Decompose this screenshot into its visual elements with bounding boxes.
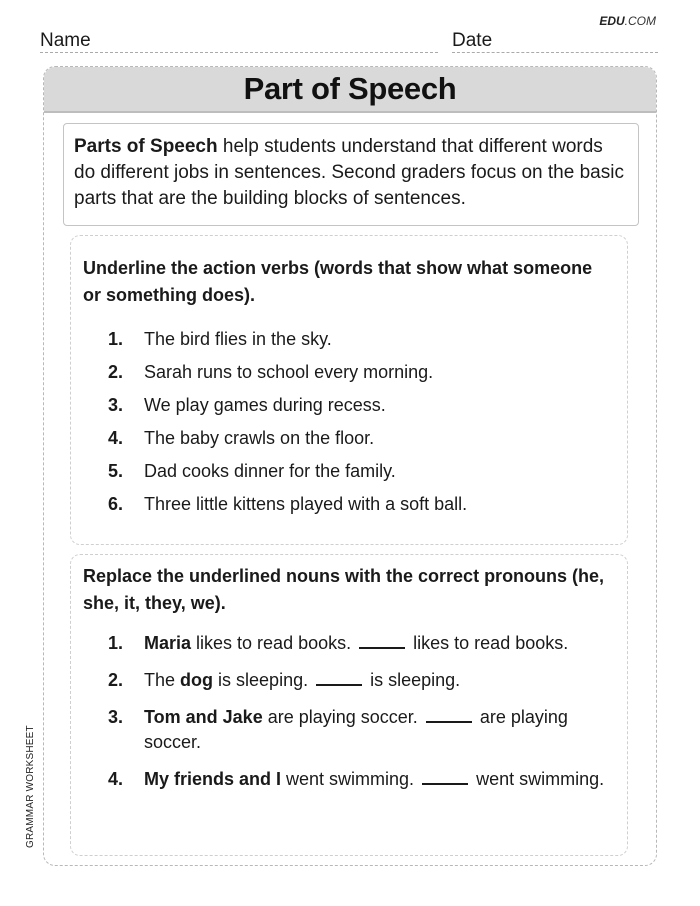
item-number: 2. xyxy=(108,362,124,382)
section-pronouns xyxy=(70,554,628,856)
name-field[interactable] xyxy=(40,30,438,53)
date-label: Date xyxy=(452,30,493,51)
item-post: is sleeping. xyxy=(370,670,461,690)
brand-logo-bold: EDU xyxy=(599,14,625,28)
item-text xyxy=(144,631,568,656)
item-number: 5. xyxy=(108,461,124,481)
item-post: are playing soccer. xyxy=(144,707,568,752)
item-text xyxy=(144,705,615,755)
item-noun: Maria xyxy=(144,633,192,653)
title-bar xyxy=(44,67,656,113)
answer-blank[interactable] xyxy=(359,633,405,649)
brand-logo-suffix: .COM xyxy=(624,14,656,28)
item-pre: The xyxy=(144,670,181,690)
item-mid: is sleeping. xyxy=(213,670,309,690)
item-number: 4. xyxy=(108,769,124,789)
section1-instruction: Underline the action verbs (words that show what someone or something does). xyxy=(83,258,593,305)
section2-instruction: Replace the underlined nouns with the correct pronouns (he, she, it, they, we). xyxy=(83,566,605,613)
intro-bold: Parts of Speech xyxy=(74,136,218,157)
item-number: 3. xyxy=(108,707,124,727)
date-field[interactable] xyxy=(452,30,658,53)
list-item xyxy=(108,389,615,422)
item-text: Dad cooks dinner for the family. xyxy=(144,461,396,481)
brand-logo xyxy=(599,14,656,28)
section1-list xyxy=(83,323,615,521)
item-number: 1. xyxy=(108,633,124,653)
item-noun: dog xyxy=(180,670,214,690)
list-item xyxy=(108,323,615,356)
list-item xyxy=(108,767,615,792)
item-text: We play games during recess. xyxy=(144,395,386,415)
worksheet xyxy=(43,66,657,866)
list-item xyxy=(108,422,615,455)
page-title: Part of Speech xyxy=(243,71,457,106)
list-item xyxy=(108,455,615,488)
item-noun: Tom and Jake xyxy=(144,707,263,727)
item-number: 6. xyxy=(108,494,124,514)
item-text: Sarah runs to school every morning. xyxy=(144,362,434,382)
list-item xyxy=(108,631,615,656)
item-text: The bird flies in the sky. xyxy=(144,329,332,349)
name-date-row xyxy=(40,30,658,54)
item-noun: My friends and I xyxy=(144,769,282,789)
item-text: The baby crawls on the floor. xyxy=(144,428,375,448)
side-label: GRAMMAR WORKSHEET xyxy=(25,725,36,848)
list-item xyxy=(108,705,615,755)
item-text xyxy=(144,767,604,792)
list-item xyxy=(108,668,615,693)
list-item xyxy=(108,356,615,389)
answer-blank[interactable] xyxy=(316,670,362,686)
intro-box xyxy=(63,123,639,226)
item-text: Three little kittens played with a soft ball. xyxy=(144,494,468,514)
item-number: 1. xyxy=(108,329,124,349)
item-mid: went swimming. xyxy=(281,769,415,789)
intro-text: help students understand that different words do different jobs in sentences. Second graders focus on the basic parts that are the building blocks of sentences. xyxy=(74,136,624,209)
answer-blank[interactable] xyxy=(422,769,468,785)
item-post: likes to read books. xyxy=(413,633,569,653)
answer-blank[interactable] xyxy=(426,707,472,723)
section2-list xyxy=(83,631,615,792)
item-number: 4. xyxy=(108,428,124,448)
list-item xyxy=(108,488,615,521)
item-mid: likes to read books. xyxy=(191,633,352,653)
item-number: 3. xyxy=(108,395,124,415)
item-text xyxy=(144,668,460,693)
section-action-verbs xyxy=(70,235,628,545)
item-number: 2. xyxy=(108,670,124,690)
item-mid: are playing soccer. xyxy=(262,707,418,727)
name-label: Name xyxy=(40,30,91,51)
item-post: went swimming. xyxy=(476,769,605,789)
